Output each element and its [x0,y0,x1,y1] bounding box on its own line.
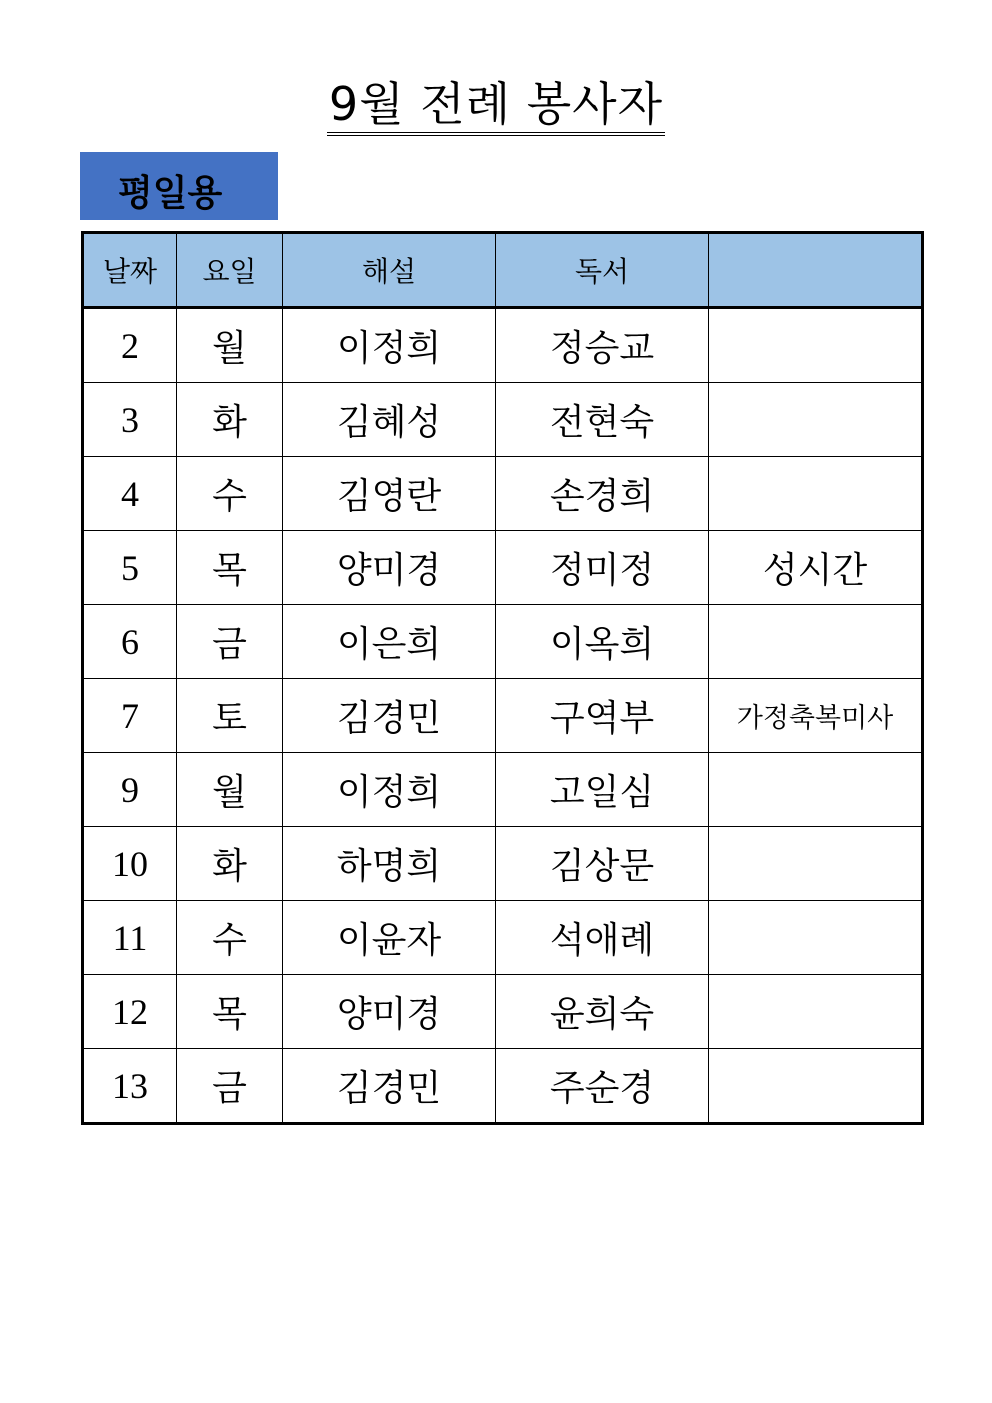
cell-day: 수 [177,457,283,531]
table-row [83,827,923,901]
cell-day: 목 [177,975,283,1049]
cell-commentator: 하명희 [283,827,496,901]
cell-reader: 석애례 [496,901,709,975]
table-row [83,679,923,753]
table-row [83,1049,923,1124]
cell-note [709,753,923,827]
cell-date: 7 [83,679,177,753]
roster-table [81,231,924,1125]
cell-commentator: 양미경 [283,975,496,1049]
cell-reader: 윤희숙 [496,975,709,1049]
cell-day: 화 [177,827,283,901]
cell-reader: 구역부 [496,679,709,753]
cell-date: 10 [83,827,177,901]
cell-date: 4 [83,457,177,531]
cell-reader: 주순경 [496,1049,709,1124]
header-reader: 독서 [496,233,709,308]
cell-day: 토 [177,679,283,753]
cell-note [709,1049,923,1124]
cell-reader: 고일심 [496,753,709,827]
cell-date: 12 [83,975,177,1049]
page-title-text: 9월 전례 봉사자 [327,76,665,136]
cell-day: 월 [177,753,283,827]
table-row [83,383,923,457]
cell-commentator: 양미경 [283,531,496,605]
cell-commentator: 김영란 [283,457,496,531]
cell-reader: 전현숙 [496,383,709,457]
cell-commentator: 김경민 [283,679,496,753]
header-note [709,233,923,308]
cell-commentator: 김경민 [283,1049,496,1124]
table-header-row [83,233,923,308]
table-row [83,308,923,383]
cell-note [709,308,923,383]
header-day: 요일 [177,233,283,308]
cell-commentator: 김혜성 [283,383,496,457]
cell-note [709,457,923,531]
cell-day: 월 [177,308,283,383]
cell-note: 성시간 [709,531,923,605]
page-title [0,74,992,136]
table-row [83,531,923,605]
cell-commentator: 이정희 [283,308,496,383]
header-commentator: 해설 [283,233,496,308]
cell-date: 9 [83,753,177,827]
table-row [83,975,923,1049]
cell-reader: 정승교 [496,308,709,383]
table-row [83,901,923,975]
table-row [83,753,923,827]
cell-note [709,383,923,457]
cell-note [709,827,923,901]
cell-date: 13 [83,1049,177,1124]
cell-date: 5 [83,531,177,605]
cell-date: 11 [83,901,177,975]
cell-day: 화 [177,383,283,457]
cell-commentator: 이정희 [283,753,496,827]
cell-day: 목 [177,531,283,605]
table-row [83,457,923,531]
cell-day: 금 [177,605,283,679]
cell-note [709,605,923,679]
cell-date: 6 [83,605,177,679]
cell-commentator: 이윤자 [283,901,496,975]
cell-reader: 정미정 [496,531,709,605]
cell-commentator: 이은희 [283,605,496,679]
table-row [83,605,923,679]
cell-reader: 김상문 [496,827,709,901]
cell-note [709,901,923,975]
cell-note [709,975,923,1049]
section-badge: 평일용 [80,152,278,220]
cell-day: 수 [177,901,283,975]
cell-reader: 손경희 [496,457,709,531]
header-date: 날짜 [83,233,177,308]
cell-day: 금 [177,1049,283,1124]
cell-reader: 이옥희 [496,605,709,679]
cell-date: 2 [83,308,177,383]
cell-note: 가정축복미사 [709,679,923,753]
cell-date: 3 [83,383,177,457]
